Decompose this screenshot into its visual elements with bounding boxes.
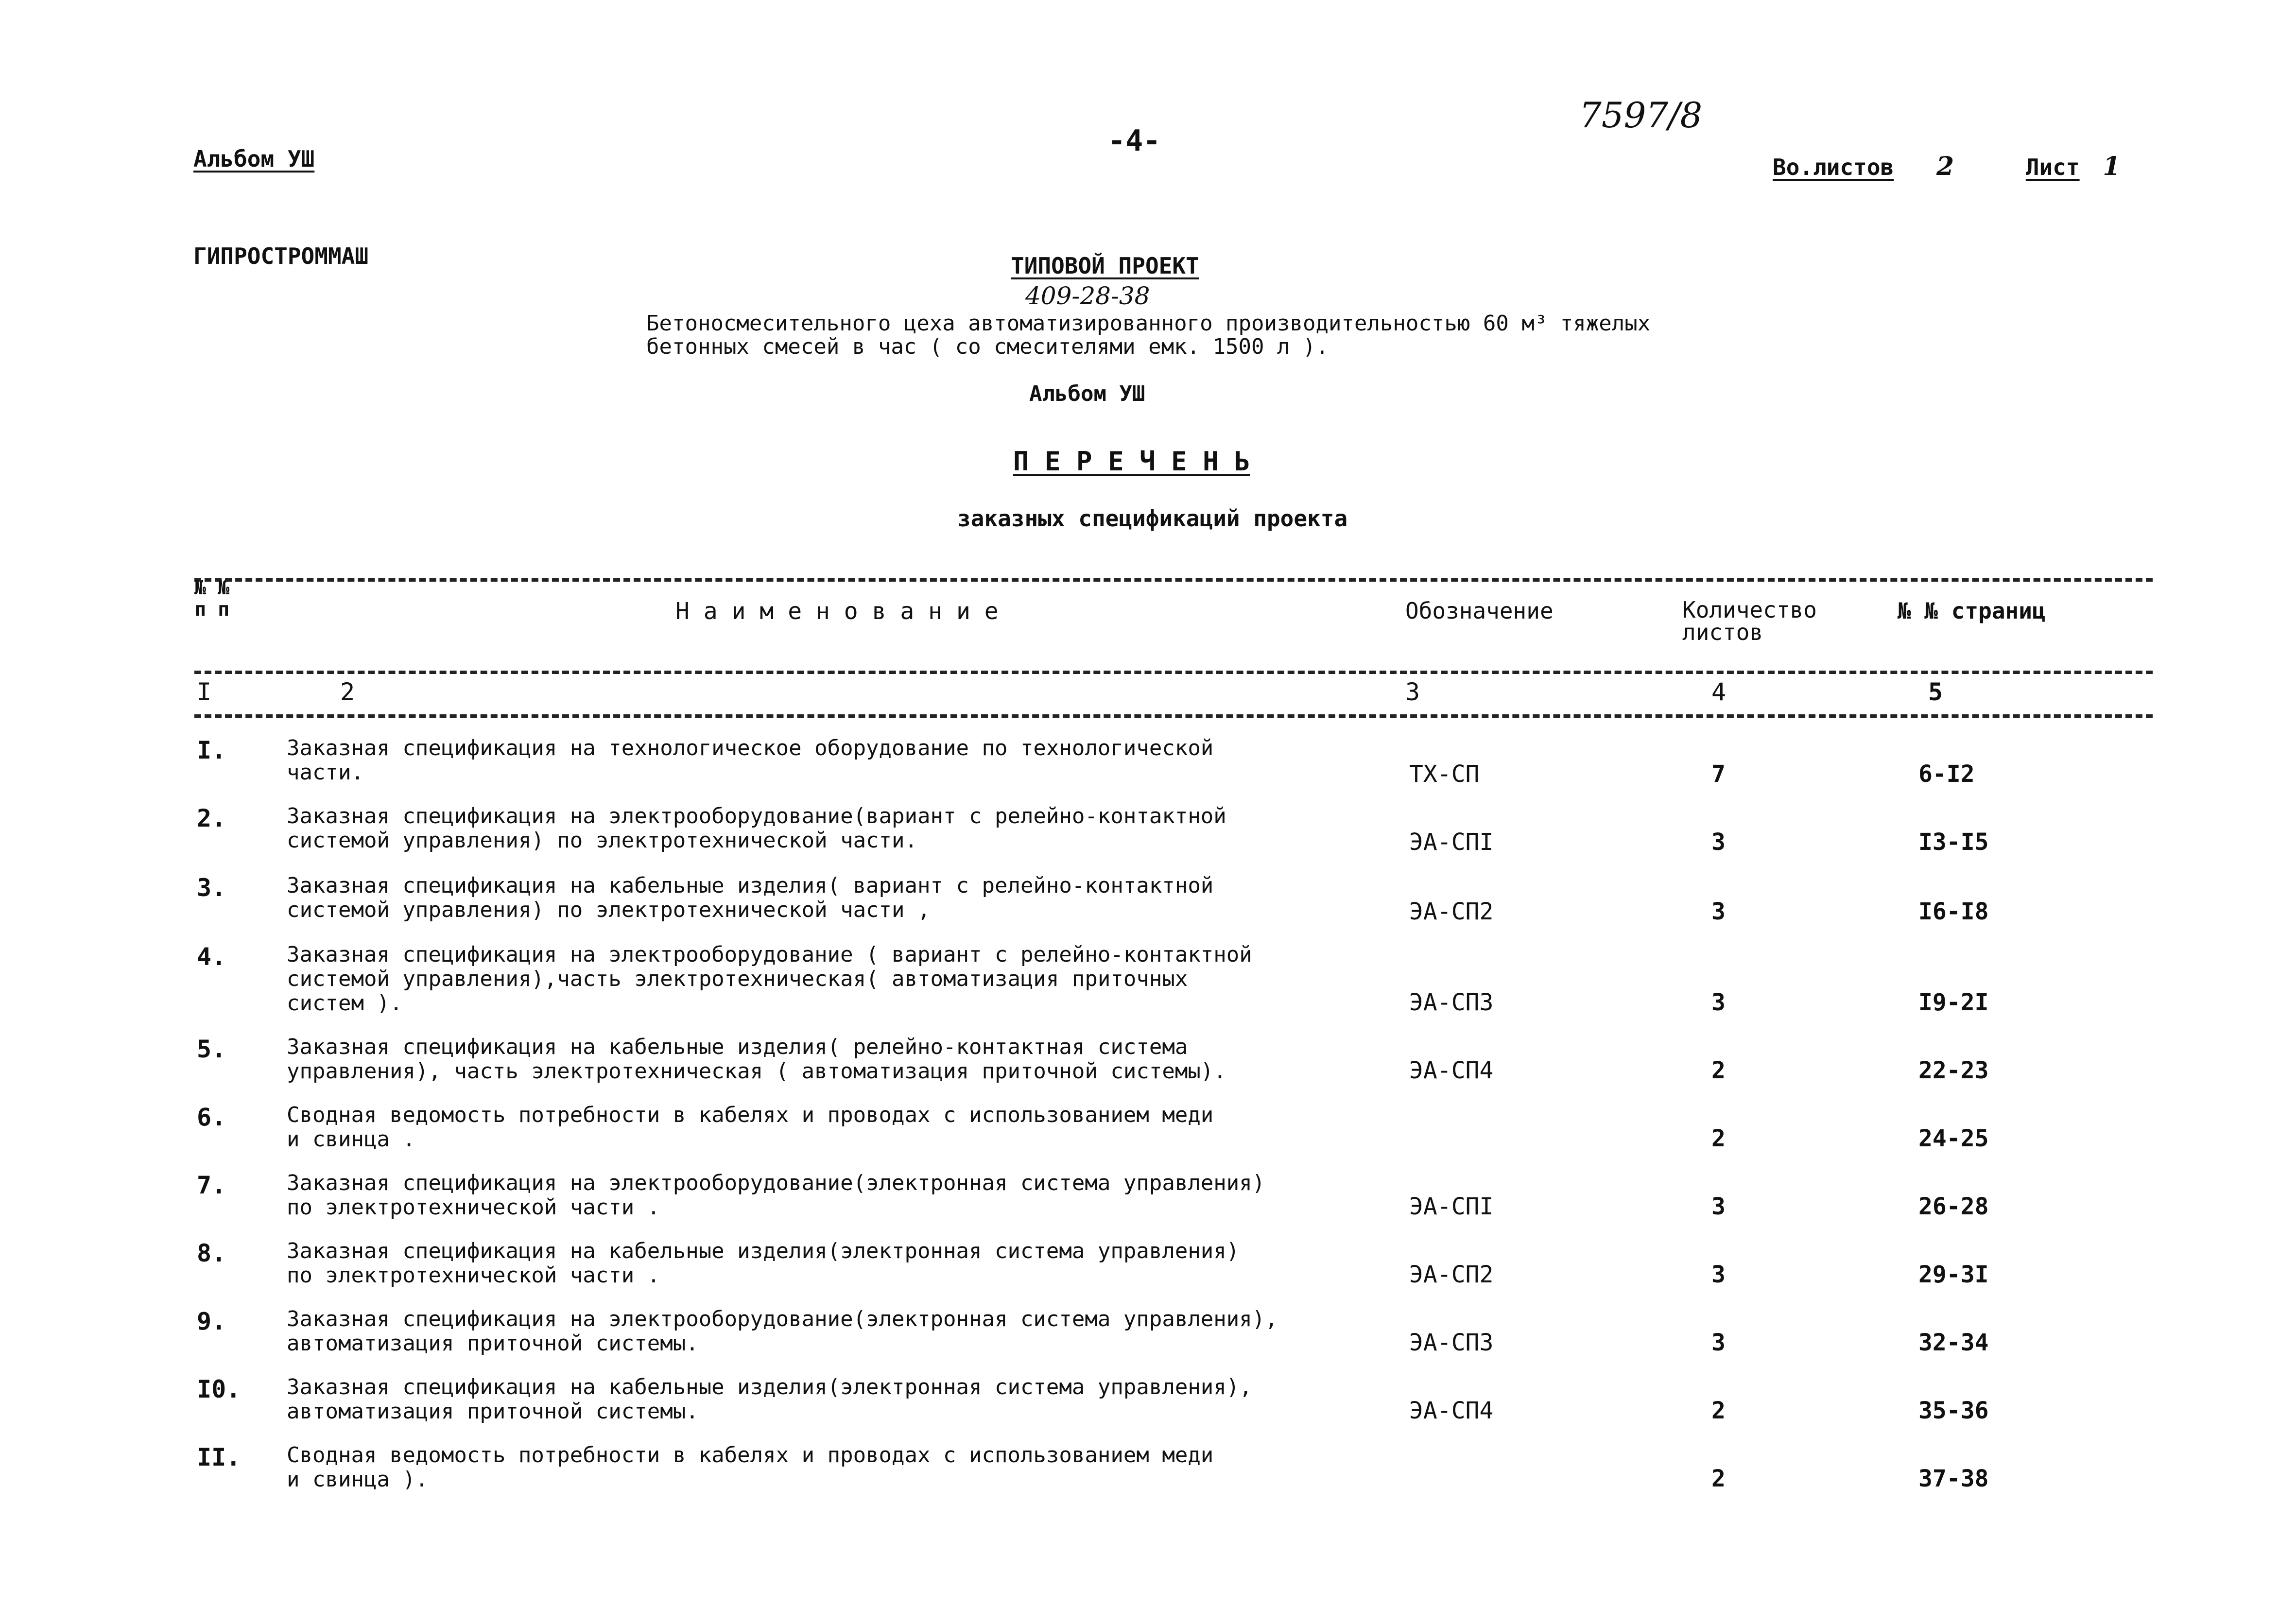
row-code: ЭА-СП3 bbox=[1409, 989, 1494, 1016]
row-pages: 24-25 bbox=[1918, 1125, 1989, 1152]
row-code: ЭА-СП2 bbox=[1409, 1261, 1494, 1288]
row-name: Заказная спецификация на электрооборудование(вариант с релейно-контактной системой управления) по электротехнической части. bbox=[287, 804, 1226, 853]
row-code: ЭА-СП2 bbox=[1409, 898, 1494, 925]
sheets-label: Во.листов bbox=[1773, 154, 1894, 180]
row-number: 2. bbox=[197, 804, 226, 832]
sheets-count bbox=[1773, 152, 2121, 181]
row-name: Сводная ведомость потребности в кабелях и проводах с использованием меди и свинца . bbox=[287, 1103, 1214, 1152]
page-mark: -4- bbox=[1108, 124, 1161, 158]
table-header-rule bbox=[194, 671, 2153, 674]
row-name: Заказная спецификация на кабельные изделия( вариант с релейно-контактной системой управления) по электротехнической части , bbox=[287, 873, 1214, 922]
row-pages: I9-2I bbox=[1918, 989, 1989, 1016]
project-type: ТИПОВОЙ ПРОЕКТ bbox=[1011, 253, 1199, 279]
row-pages: 22-23 bbox=[1918, 1057, 1989, 1084]
project-description-line2: бетонных смесей в час ( со смесителями емк. 1500 л ). bbox=[646, 334, 1329, 359]
sheet-value: 1 bbox=[2103, 152, 2121, 181]
row-code: ЭА-СП4 bbox=[1409, 1397, 1494, 1424]
row-code: ЭА-СПI bbox=[1409, 1193, 1494, 1220]
row-sheet-count: 2 bbox=[1711, 1397, 1726, 1424]
row-name: Сводная ведомость потребности в кабелях и проводах с использованием меди и свинца ). bbox=[287, 1443, 1214, 1492]
row-code: ЭА-СП3 bbox=[1409, 1329, 1494, 1356]
row-number: I. bbox=[197, 736, 226, 764]
handwritten-number: 7597/8 bbox=[1579, 95, 1703, 136]
col-code-header: Обозначение bbox=[1405, 598, 1554, 624]
row-code: ЭА-СП4 bbox=[1409, 1057, 1494, 1084]
row-sheet-count: 7 bbox=[1711, 760, 1726, 788]
row-number: 7. bbox=[197, 1171, 226, 1199]
organization-name: ГИПРОСТРОММАШ bbox=[193, 243, 369, 269]
col-num-header-line2: п п bbox=[194, 598, 230, 621]
sheets-value: 2 bbox=[1936, 152, 1954, 181]
row-pages: 26-28 bbox=[1918, 1193, 1989, 1220]
col-number-3: 3 bbox=[1405, 678, 1420, 706]
row-pages: 29-3I bbox=[1918, 1261, 1989, 1288]
col-count-header bbox=[1682, 599, 1817, 643]
row-number: 6. bbox=[197, 1103, 226, 1131]
row-name: Заказная спецификация на кабельные изделия(электронная система управления), автоматизация приточной системы. bbox=[287, 1375, 1252, 1424]
row-code: ЭА-СПI bbox=[1409, 829, 1494, 856]
col-number-5: 5 bbox=[1928, 678, 1943, 706]
row-pages: I3-I5 bbox=[1918, 829, 1989, 856]
col-number-2: 2 bbox=[340, 678, 355, 706]
row-pages: 37-38 bbox=[1918, 1465, 1989, 1492]
col-number-4: 4 bbox=[1711, 678, 1726, 706]
list-heading: П Е Р Е Ч Е Н Ь bbox=[1013, 446, 1250, 477]
col-pages-header: № № страниц bbox=[1898, 598, 2046, 624]
album-title: Альбом УШ bbox=[1029, 381, 1145, 406]
row-sheet-count: 3 bbox=[1711, 898, 1726, 925]
row-name: Заказная спецификация на электрооборудование(электронная система управления) по электротехнической части . bbox=[287, 1171, 1265, 1220]
col-count-header-line1: Количество bbox=[1682, 597, 1817, 623]
table-top-rule bbox=[194, 578, 2153, 582]
row-pages: 32-34 bbox=[1918, 1329, 1989, 1356]
project-description-line1: Бетоносмесительного цеха автоматизированного производительностью 60 м³ тяжелых bbox=[646, 311, 1651, 336]
row-number: 5. bbox=[197, 1035, 226, 1063]
col-num-header bbox=[194, 577, 229, 620]
row-pages: 35-36 bbox=[1918, 1397, 1989, 1424]
row-sheet-count: 3 bbox=[1711, 829, 1726, 856]
row-sheet-count: 2 bbox=[1711, 1125, 1726, 1152]
row-number: 4. bbox=[197, 943, 226, 971]
row-number: 8. bbox=[197, 1239, 226, 1267]
row-sheet-count: 3 bbox=[1711, 1193, 1726, 1220]
project-number: 409-28-38 bbox=[1025, 282, 1150, 310]
row-number: 3. bbox=[197, 874, 226, 902]
row-name: Заказная спецификация на кабельные изделия(электронная система управления) по электротехнической части . bbox=[287, 1239, 1240, 1288]
col-num-header-line1: № № bbox=[194, 577, 230, 599]
list-subheading: заказных спецификаций проекта bbox=[957, 505, 1348, 532]
row-code: ТХ-СП bbox=[1409, 760, 1480, 788]
col-count-header-line2: листов bbox=[1682, 619, 1763, 645]
row-number: I0. bbox=[197, 1375, 241, 1403]
album-label: Альбом УШ bbox=[193, 146, 315, 172]
row-number: 9. bbox=[197, 1307, 226, 1335]
row-sheet-count: 3 bbox=[1711, 1261, 1726, 1288]
row-sheet-count: 3 bbox=[1711, 1329, 1726, 1356]
row-sheet-count: 2 bbox=[1711, 1465, 1726, 1492]
col-number-1: I bbox=[197, 678, 212, 706]
row-sheet-count: 3 bbox=[1711, 989, 1726, 1016]
row-name: Заказная спецификация на кабельные изделия( релейно-контактная система управления), часть электротехническая ( автоматизация приточной системы). bbox=[287, 1035, 1226, 1084]
table-columns-rule bbox=[194, 714, 2153, 718]
row-sheet-count: 2 bbox=[1711, 1057, 1726, 1084]
row-name: Заказная спецификация на электрооборудование ( вариант с релейно-контактной системой управления),часть электротехническая( автоматизация приточных систем ). bbox=[287, 942, 1252, 1016]
row-name: Заказная спецификация на технологическое оборудование по технологической части. bbox=[287, 736, 1214, 785]
row-pages: I6-I8 bbox=[1918, 898, 1989, 925]
row-name: Заказная спецификация на электрооборудование(электронная система управления), автоматизация приточной системы. bbox=[287, 1307, 1278, 1356]
sheet-label: Лист bbox=[2025, 154, 2080, 180]
col-name-header: Н а и м е н о в а н и е bbox=[675, 598, 999, 625]
row-pages: 6-I2 bbox=[1918, 760, 1975, 788]
row-number: II. bbox=[197, 1443, 241, 1471]
